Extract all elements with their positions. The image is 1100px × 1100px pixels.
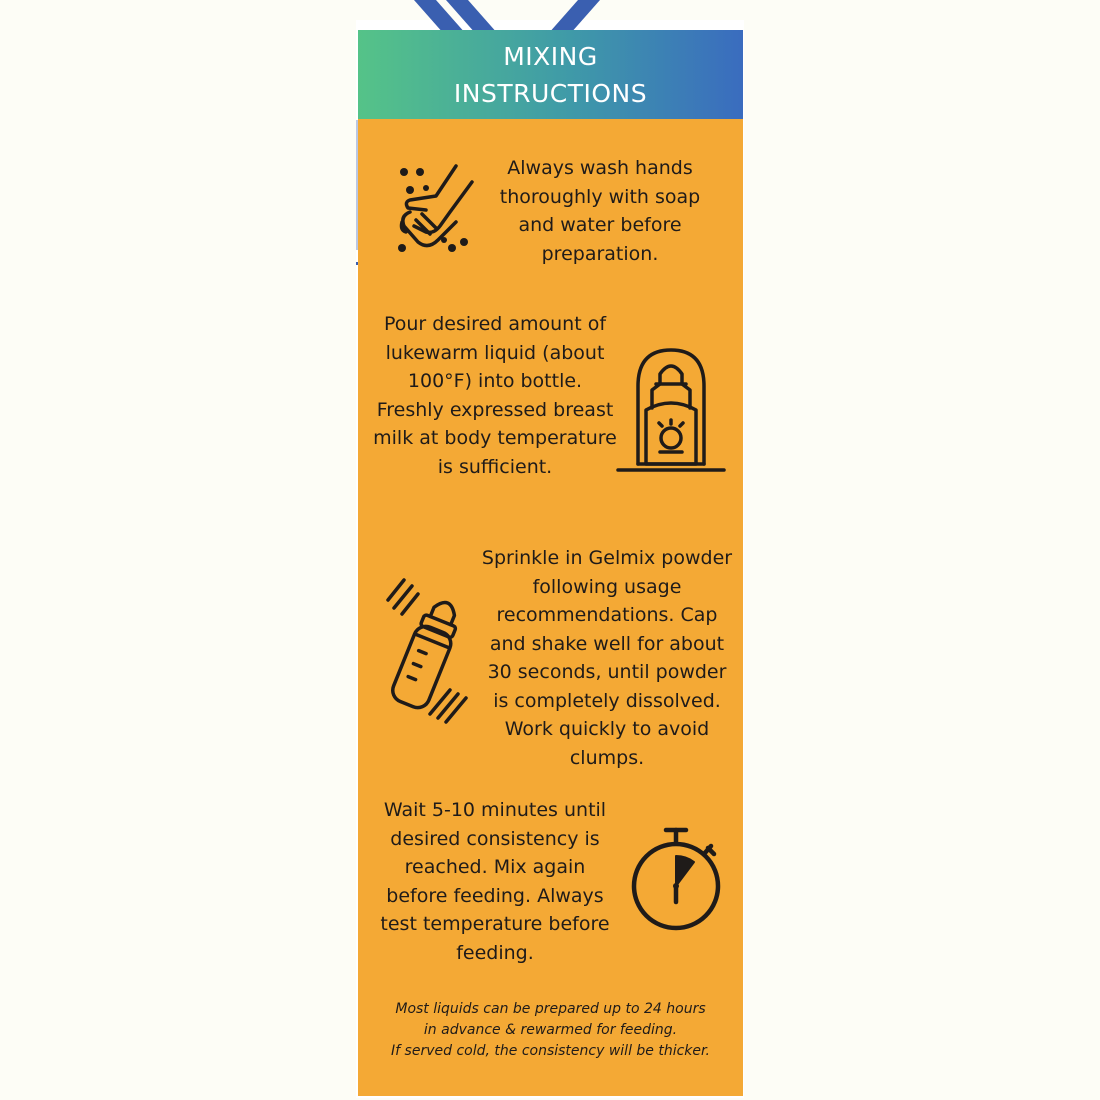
header-stripes-decoration [356, 0, 744, 34]
footnote-line: If served cold, the consistency will be thicker. [391, 1043, 710, 1059]
bottle-warmer-icon [616, 346, 726, 474]
card-header [358, 30, 743, 119]
mixing-instructions-card [358, 30, 743, 1096]
step-2-text: Pour desired amount of lukewarm liquid (about 100°F) into bottle. Freshly expressed breast milk at body temperature is sufficient. [373, 313, 617, 478]
page-title: MIXING INSTRUCTIONS [453, 41, 648, 108]
footnote-line: Most liquids can be prepared up to 24 hours [395, 1001, 706, 1017]
step-3-text: Sprinkle in Gelmix powder following usage recommendations. Cap and shake well for about 30 seconds, until powder is completely dissolved. Work quickly to avoid clumps. [481, 547, 733, 769]
step-1-text: Always wash hands thoroughly with soap and water before preparation. [499, 157, 701, 265]
footnote-line: in advance & rewarmed for feeding. [423, 1022, 678, 1038]
stopwatch-icon [628, 826, 724, 934]
shaking-bottle-icon [382, 574, 472, 724]
hand-washing-icon [396, 160, 476, 255]
footnote [368, 999, 733, 1062]
step-4-text: Wait 5-10 minutes until desired consistency is reached. Mix again before feeding. Always test temperature before feeding. [380, 799, 610, 964]
